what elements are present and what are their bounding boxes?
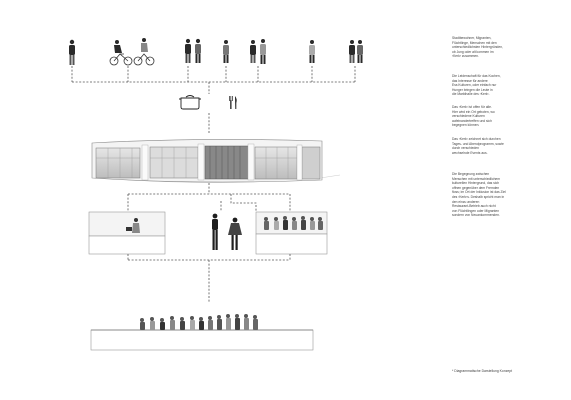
connector-lines-bottom [128, 254, 290, 302]
concept-text-paragraph: Das ›Kerk‹ ist offen für alle. Hier wird ein Ort geboten, wo verschiedene Kulturen aufeinandertreffen und sich begegnen können. [452, 105, 495, 128]
figure-caption: * Diagrammatische Darstellung Konzept [452, 369, 513, 373]
person-figure [185, 39, 191, 63]
person-figure [250, 40, 256, 63]
cooking-pot-icon [179, 96, 201, 110]
person-figure [223, 40, 229, 63]
person-figure [309, 40, 315, 63]
cyclist-figure [134, 38, 154, 65]
cyclist-figure [110, 40, 132, 65]
connector-lines-top [72, 66, 355, 94]
fork-knife-icon [229, 96, 237, 109]
cooking-table-scene [89, 212, 165, 254]
people-group-top [69, 38, 363, 65]
connector-lines-middle [128, 183, 290, 211]
person-figure [349, 40, 355, 63]
event-people-scene [212, 214, 242, 250]
crowd-platform-scene [91, 314, 313, 350]
person-figure [357, 40, 363, 63]
concept-text-paragraph: Die Leidenschaft für das Kochen, das Interesse für andere Ess Kulturen, oder einfach nur Hunger bringen die Leute in die Markthalle des ›Kerk‹. [452, 74, 501, 97]
person-figure [195, 39, 201, 63]
person-figure [69, 40, 75, 65]
market-hall-building [92, 139, 340, 182]
concept-text-paragraph: Die Begegnung zwischen Menschen mit unterschiedlichem kulturellen Hintergrund, das sich offnen gegenüber dem Fremden floss; im Ort der Inklusion ist das Ziel des ›Kerk‹s. Deshalb spricht man in den einzu anderen Restaurant-Betrieb auch nicht von Flüchtlingen oder Migranten sondern von Neuankommenden. [452, 172, 506, 218]
concept-text-paragraph: Das ›Kerk‹ zeichnet sich durchen Tages- und Abendprogramm, sowie durch verschieden wechselnde Events aus. [452, 137, 504, 155]
concept-text-paragraph: Stadtbewohner, Migranten, Flüchtlinge, Menschen mit den unterschiedlichsten Hintergründen, ob Jung oder alt kommen im ›Kerk‹ zusammen. [452, 36, 503, 59]
person-figure [260, 39, 266, 64]
dining-group-scene [256, 212, 327, 254]
